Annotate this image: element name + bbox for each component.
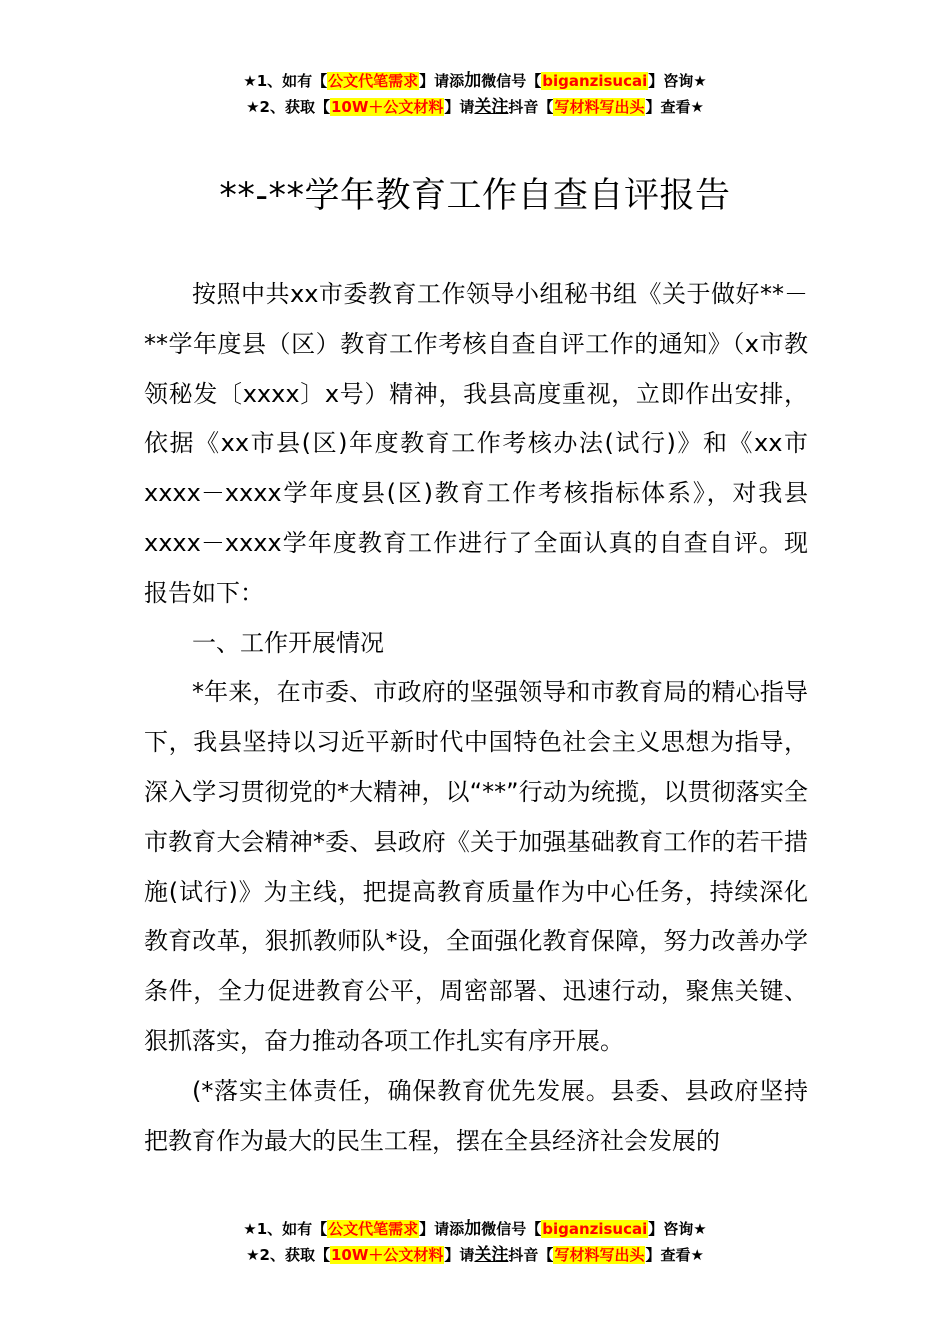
banner-text: 微信号【 [481,72,542,90]
banner-text: ★2、获取【 [246,1246,330,1264]
document-body [144,270,808,1166]
banner-text: 】请添 [419,72,465,90]
header-banner [0,68,950,120]
banner-highlight: 公文代笔需求 [328,72,419,90]
banner-highlight: 10W＋公文材料 [330,98,444,116]
paragraph: (*落实主体责任，确保教育优先发展。县委、县政府坚持把教育作为最大的民生工程，摆在全县经济社会发展的 [144,1076,808,1155]
banner-text: 】请 [444,98,475,116]
banner-text: 】请 [444,1246,475,1264]
banner-text: 抖音【 [508,98,554,116]
wechat-id-highlight: biganzisucai [542,72,648,90]
wechat-id-highlight: biganzisucai [542,1220,648,1238]
banner-highlight: 公文代笔需求 [328,1220,419,1238]
banner-text: ★2、获取【 [246,98,330,116]
douyin-id-highlight: 写材料写出头 [554,1246,645,1264]
banner-text: 】咨询★ [648,1220,707,1238]
paragraph: *年来，在市委、市政府的坚强领导和市教育局的精心指导下，我县坚持以习近平新时代中国特色社会主义思想为指导，深入学习贯彻党的*大精神，以“**”行动为统揽，以贯彻落实全市教育大会精神*委、县政府《关于加强基础教育工作的若干措施(试行)》为主线，把提高教育质量作为中心任务，持续深化教育改革，狠抓教师队*设，全面强化教育保障，努力改善办学条件，全力促进教育公平，周密部署、迅速行动，聚焦关键、狠抓落实，奋力推动各项工作扎实有序开展。 [144,678,808,1055]
banner-text: 加 [464,71,482,91]
banner-text: 抖音【 [508,1246,554,1264]
footer-banner [0,1216,950,1268]
banner-text: 】查看★ [645,1246,704,1264]
banner-text: 】请添 [419,1220,465,1238]
banner-text: 关注 [474,1245,509,1265]
douyin-id-highlight: 写材料写出头 [554,98,645,116]
document-title: **-**学年教育工作自查自评报告 [219,176,731,216]
banner-text: 】咨询★ [648,72,707,90]
banner-line-1 [0,68,950,94]
banner-text: 微信号【 [481,1220,542,1238]
banner-text: 加 [464,1219,482,1239]
banner-text: 】查看★ [645,98,704,116]
banner-text: ★1、如有【 [243,1220,328,1238]
banner-text: ★1、如有【 [243,72,328,90]
paragraph: 按照中共xx市委教育工作领导小组秘书组《关于做好**－**学年度县（区）教育工作考核自查自评工作的通知》（x市教领秘发〔xxxx〕x号）精神，我县高度重视，立即作出安排，依据《xx市县(区)年度教育工作考核办法(试行)》和《xx市xxxx－xxxx学年度县(区)教育工作考核指标体系》，对我县xxxx－xxxx学年度教育工作进行了全面认真的自查自评。现报告如下： [144,280,808,607]
banner-line-2 [0,1242,950,1268]
banner-highlight: 10W＋公文材料 [330,1246,444,1264]
banner-line-2 [0,94,950,120]
banner-text: 关注 [474,97,509,117]
banner-line-1 [0,1216,950,1242]
section-heading: 一、工作开展情况 [192,628,384,657]
